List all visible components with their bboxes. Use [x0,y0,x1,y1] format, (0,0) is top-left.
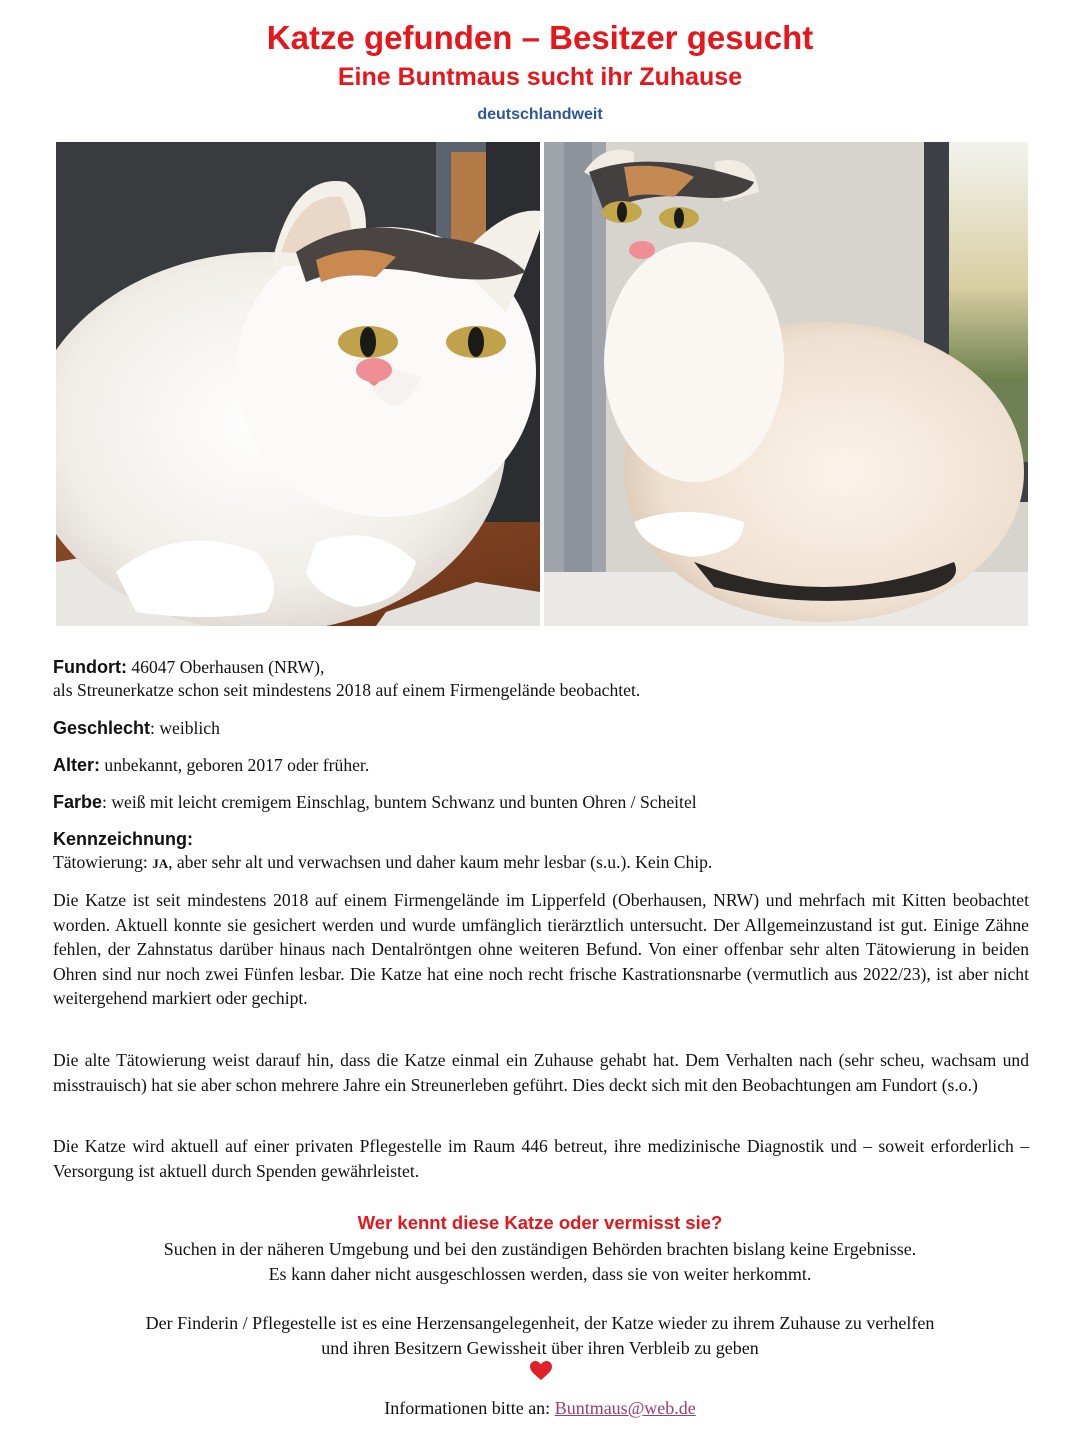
kennzeichnung-label: Kennzeichnung: [53,829,193,849]
appeal-line-2: Es kann daher nicht ausgeschlossen werden, dass sie von weiter herkommt. [268,1264,812,1284]
appeal-question: Wer kennt diese Katze oder vermisst sie? [357,1212,723,1233]
paragraph-1: Die Katze ist seit mindestens 2018 auf einem Firmengelände im Lipperfeld (Oberhausen, NRW) und mehrfach mit Kitten beobachtet worden. Aktuell konnte sie gesichert werden und wurde umfänglich tierärztlich untersucht. Der Allgemeinzustand ist gut. Einige Zähne fehlen, der Zahnstatus darüber hinaus nach Dentalröntgen ohne weiteren Befund. Von einer offenbar sehr alten Tätowierung in beiden Ohren sind nur noch zwei Fünfen lesbar. Die Katze hat eine noch recht frische Kastrationsnarbe (vermutlich aus 2022/23), ist aber nicht weitergehend markiert oder gechipt. [53,890,1029,1009]
page-title: Katze gefunden – Besitzer gesucht [266,19,814,56]
region-label: deutschlandweit [477,106,603,123]
farbe-label: Farbe [53,792,103,812]
contact-line [0,1396,1080,1420]
page-subtitle: Eine Buntmaus sucht ihr Zuhause [337,63,743,91]
geschlecht-row [53,717,1033,740]
appeal-line-4: und ihren Besitzern Gewissheit über ihren Verbleib zu geben [321,1338,759,1358]
tattoo-ja: JA [152,856,169,871]
tattoo-prefix: Tätowierung: [53,852,153,872]
fundort-value: 46047 Oberhausen (NRW), [126,657,325,677]
appeal-line-1: Suchen in der näheren Umgebung und bei den zuständigen Behörden brachten bislang keine Ergebnisse. [163,1239,917,1259]
heart-icon [530,1361,552,1381]
fundort-label: Fundort: [53,657,127,677]
fundort-block [53,656,1033,702]
farbe-row [53,791,1033,814]
geschlecht-label: Geschlecht [53,718,151,738]
tattoo-suffix: , aber sehr alt und verwachsen und daher kaum mehr lesbar (s.u.). Kein Chip. [168,852,713,872]
alter-row [53,754,1033,777]
appeal-line-3: Der Finderin / Pflegestelle ist es eine Herzensangelegenheit, der Katze wieder zu ihrem Zuhause zu verhelfen [145,1313,935,1333]
contact-prefix: Informationen bitte an: [384,1398,555,1418]
paragraph-2: Die alte Tätowierung weist darauf hin, dass die Katze einmal ein Zuhause gehabt hat. Dem Verhalten nach (sehr scheu, wachsam und misstrauisch) hat sie aber schon mehrere Jahre ein Streunerleben geführt. Dies deckt sich mit den Beobachtungen am Fundort (s.o.) [53,1050,1029,1095]
cat-photo-side [544,142,1028,626]
farbe-value: : weiß mit leicht cremigem Einschlag, buntem Schwanz und bunten Ohren / Scheitel [102,792,697,812]
geschlecht-value: : weiblich [150,718,220,738]
paragraph-3: Die Katze wird aktuell auf einer privaten Pflegestelle im Raum 446 betreut, ihre medizinische Diagnostik und – soweit erforderlich – Versorgung ist aktuell durch Spenden gewährleistet. [53,1136,1029,1181]
kennzeichnung-block [53,828,1033,875]
cat-photo-front [56,142,540,626]
alter-label: Alter: [53,755,101,775]
fundort-line2: als Streunerkatze schon seit mindestens 2018 auf einem Firmengelände beobachtet. [53,680,641,700]
alter-value: unbekannt, geboren 2017 oder früher. [100,755,370,775]
email-link[interactable]: Buntmaus@web.de [554,1398,696,1418]
